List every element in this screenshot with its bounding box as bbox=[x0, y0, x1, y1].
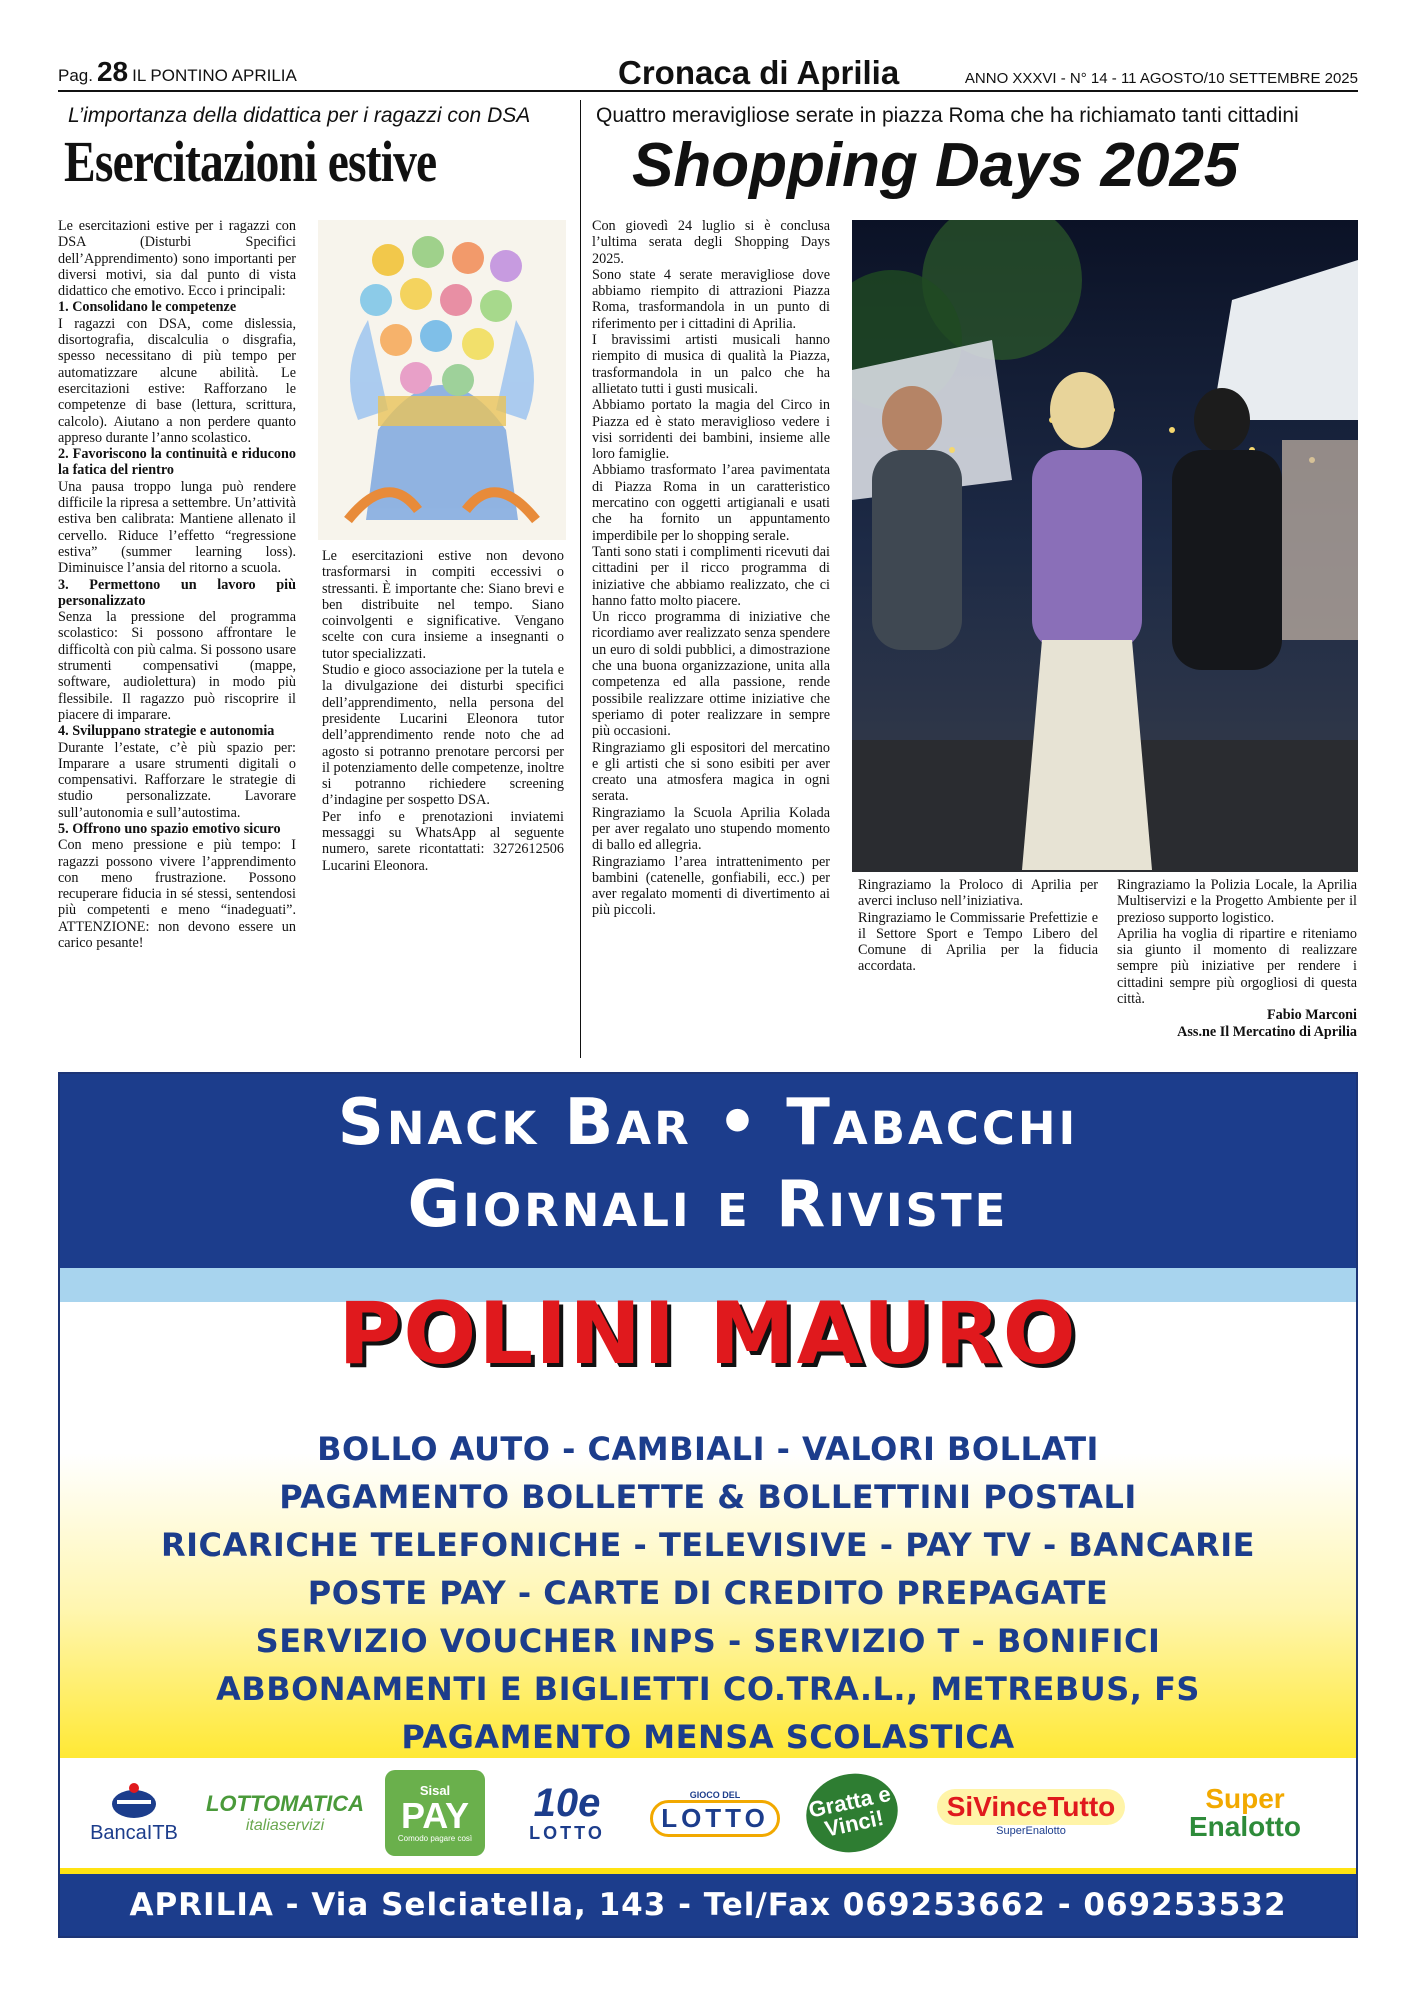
column-divider bbox=[580, 100, 581, 1058]
publication-name: IL PONTINO APRILIA bbox=[132, 66, 297, 85]
ad-logos-strip bbox=[60, 1758, 1356, 1868]
10elotto-logo: 10e LOTTO bbox=[529, 1780, 605, 1843]
lottomatica-logo: LOTTOMATICA italiaservizi bbox=[205, 1791, 365, 1834]
article1-paragraph-2: Una pausa troppo lunga può rendere difficile la ripresa a settembre. Un’attività estiva ben calibrata: Mantiene allenato il cervello. Riduce l’effetto “regressione estiva” (summer learning loss). Diminuisce l’ansia del ritorno a scuola. bbox=[58, 478, 296, 577]
ad-line-1: Snack Bar • Tabacchi bbox=[337, 1086, 1079, 1160]
section-title: Cronaca di Aprilia bbox=[618, 54, 900, 91]
article1-heading-1: 1. Consolidano le competenze bbox=[58, 299, 237, 316]
article2-paragraph-13: Ringraziamo la Polizia Locale, la Aprilia Multiservizi e la Progetto Ambiente per il prezioso supporto logistico. bbox=[1117, 877, 1357, 926]
ad-service: SERVIZIO VOUCHER INPS - SERVIZIO T - BONIFICI bbox=[255, 1622, 1161, 1660]
children-drawing-image bbox=[318, 220, 566, 540]
article1-kicker: L’importanza della didattica per i ragazzi con DSA bbox=[68, 104, 531, 127]
article1-heading-4: 4. Sviluppano strategie e autonomia bbox=[58, 723, 275, 740]
ad-service: PAGAMENTO MENSA SCOLASTICA bbox=[401, 1718, 1015, 1756]
lotto-logo: GIOCO DEL LOTTO bbox=[650, 1770, 780, 1856]
article2-paragraph-1: Con giovedì 24 luglio si è conclusa l’ultima serata degli Shopping Days 2025. bbox=[592, 218, 830, 267]
issue-info: ANNO XXXVI - N° 14 - 11 AGOSTO/10 SETTEMBRE 2025 bbox=[964, 70, 1358, 87]
article1-column-1 bbox=[58, 218, 296, 1054]
article1-paragraph-6: Le esercitazioni estive non devono trasformarsi in compiti eccessivi o stressanti. È importante che: Siano brevi e ben distribuite nel tempo. Siano coinvolgenti e significative. Vengano scelte con cura insieme a insegnanti o tutor specializzati. bbox=[322, 548, 564, 662]
ad-service: BOLLO AUTO - CAMBIALI - VALORI BOLLATI bbox=[317, 1430, 1099, 1468]
article2-column-1 bbox=[592, 218, 830, 1058]
ad-service: RICARICHE TELEFONICHE - TELEVISIVE - PAY TV - BANCARIE bbox=[160, 1526, 1255, 1564]
article2-paragraph-9: Ringraziamo la Scuola Aprilia Kolada per aver regalato uno stupendo momento di ballo ed allegria. bbox=[592, 804, 830, 854]
gratta-e-vinci-logo: Gratta e Vinci! bbox=[802, 1770, 902, 1856]
article1-paragraph-3: Senza la pressione del programma scolastico: Si possono affrontare le difficoltà con più calma. Si possono usare strumenti compensativi (mappe, software, audiolettura) in modo più flessibile. Il ragazzo può riscoprire il piacere di imparare. bbox=[58, 609, 296, 723]
article2-paragraph-5: Abbiamo trasformato l’area pavimentata di Piazza Roma in un caratteristico mercatino con oggetti artigianali e usati che ha fornito un appuntamento imperdibile per lo shopping serale. bbox=[592, 462, 830, 544]
article2-paragraph-4: Abbiamo portato la magia del Circo in Piazza ed è stato meraviglioso vedere i visi sorridenti dei bambini, insieme alle loro famiglie. bbox=[592, 397, 830, 463]
night-market-photo bbox=[852, 220, 1358, 872]
article2-paragraph-6: Tanti sono stati i complimenti ricevuti dai cittadini per il ricco programma di iniziative che abbiamo realizzato, che ci hanno fatto molto piacere. bbox=[592, 543, 830, 609]
article1-title: Esercitazioni estive bbox=[64, 129, 437, 194]
superenalotto-logo: Super Enalotto bbox=[1189, 1783, 1301, 1842]
article1-paragraph-7: Studio e gioco associazione per la tutela e la divulgazione dei disturbi specifici dell’apprendimento, nella persona del presidente Lucarini Eleonora tutor dell’apprendimento rende noto che ad agosto si potranno prenotare percorsi per il potenziamento delle competenze, inoltre si potranno richiedere screening d’indagine per sospetto DSA. bbox=[322, 662, 564, 809]
article2-organization: Ass.ne Il Mercatino di Aprilia bbox=[1177, 1023, 1357, 1040]
ad-business-name: POLINI MAURO bbox=[338, 1284, 1078, 1384]
page-number: 28 bbox=[96, 56, 129, 87]
article2-paragraph-11: Ringraziamo la Proloco di Aprilia per averci incluso nell’iniziativa. bbox=[858, 877, 1098, 910]
article2-paragraph-8: Ringraziamo gli espositori del mercatino e gli artisti che si sono esibiti per aver creato una atmosfera magica in ogni serata. bbox=[592, 739, 830, 805]
ad-line-2: Giornali e Riviste bbox=[407, 1168, 1009, 1242]
ad-footer-address: APRILIA - Via Selciatella, 143 - Tel/Fax 069253662 - 069253532 bbox=[60, 1874, 1356, 1936]
article2-author: Fabio Marconi bbox=[1267, 1007, 1357, 1024]
article2-paragraph-7: Un ricco programma di iniziative che ricordiamo aver realizzato senza spendere un euro di soldi pubblici, a dimostrazione che una buona organizzazione, unita alla competenza ed alla passione, rende possibile realizzare ottime iniziative che speriamo di poter realizzare in sempre più occasioni. bbox=[592, 609, 830, 740]
article1-heading-5: 5. Offrono uno spazio emotivo sicuro bbox=[58, 820, 281, 837]
ad-service: ABBONAMENTI E BIGLIETTI CO.TRA.L., METREBUS, FS bbox=[216, 1670, 1200, 1708]
advertisement bbox=[58, 1072, 1358, 1938]
sisal-pay-logo: Sisal PAY Comodo pagare così bbox=[385, 1770, 485, 1856]
article1-paragraph-8: Per info e prenotazioni inviatemi messaggi su WhatsApp al seguente numero, sarete ricontattati: 3272612506 Lucarini Eleonora. bbox=[322, 808, 564, 874]
article2-paragraph-2: Sono state 4 serate meravigliose dove abbiamo riempito di attrazioni Piazza Roma, trasformandola in un punto di riferimento per i cittadini di Aprilia. bbox=[592, 266, 830, 332]
banca-itb-mark-icon bbox=[109, 1782, 159, 1822]
sivincetutto-logo: SiVinceTutto SuperEnalotto bbox=[926, 1770, 1136, 1856]
article2-column-3 bbox=[1117, 877, 1357, 1058]
article1-column-2 bbox=[322, 548, 564, 1054]
page-label: Pag. bbox=[58, 66, 93, 85]
article2-column-2 bbox=[858, 877, 1098, 1058]
article2-paragraph-12: Ringraziamo le Commissarie Prefettizie e il Settore Sport e Tempo Libero del Comune di Aprilia per la fiducia accordata. bbox=[858, 909, 1098, 975]
article1-paragraph-1: I ragazzi con DSA, come dislessia, disortografia, discalculia o disgrafia, spesso necessitano di più tempo per automatizzare alcune abilità. Le esercitazioni estive: Rafforzano le competenze di base (lettura, scrittura, calcolo). Aiutano a non perdere quanto appreso durante l’anno scolastico. bbox=[58, 315, 296, 446]
article1-heading-2: 2. Favoriscono la continuità e riducono la fatica del rientro bbox=[58, 446, 296, 479]
ad-service: PAGAMENTO BOLLETTE & BOLLETTINI POSTALI bbox=[279, 1478, 1137, 1516]
article2-paragraph-14: Aprilia ha voglia di ripartire e riteniamo sia giunto il momento di realizzare sempre più iniziative per rendere i cittadini sempre più orgogliosi di questa città. bbox=[1117, 925, 1357, 1008]
article1-paragraph-4: Durante l’estate, c’è più spazio per: Imparare a usare strumenti digitali o compensativi. Rafforzare le strategie di studio personalizzate. Lavorare sull’autonomia e sull’autostima. bbox=[58, 739, 296, 821]
article1-paragraph-5: Con meno pressione e più tempo: I ragazzi possono vivere l’apprendimento con meno frustrazione. Possono recuperare fiducia in sé stessi, sentendosi più competenti e meno “inadeguati”. ATTENZIONE: non devono essere un carico pesante! bbox=[58, 837, 296, 952]
article2-paragraph-3: I bravissimi artisti musicali hanno riempito di musica di qualità la Piazza, trasformandola in un palco che ha allietato tutti i gusti musicali. bbox=[592, 332, 830, 397]
article1-heading-3: 3. Permettono un lavoro più personalizzato bbox=[58, 576, 296, 609]
article2-kicker: Quattro meravigliose serate in piazza Roma che ha richiamato tanti cittadini bbox=[596, 104, 1299, 127]
article1-intro: Le esercitazioni estive per i ragazzi con DSA (Disturbi Specifici dell’Apprendimento) sono importanti per diversi motivi, sia dal punto di vista didattico che emotivo. Ecco i principali: bbox=[58, 218, 296, 300]
article2-paragraph-10: Ringraziamo l’area intrattenimento per bambini (catenelle, gonfiabili, ecc.) per aver regalato momenti di divertimento ai più piccoli. bbox=[592, 853, 830, 919]
ad-service: POSTE PAY - CARTE DI CREDITO PREPAGATE bbox=[307, 1574, 1109, 1612]
page-header bbox=[58, 54, 1358, 92]
banca-itb-logo: BancaITB bbox=[74, 1770, 194, 1856]
article2-title: Shopping Days 2025 bbox=[632, 131, 1239, 200]
page-info bbox=[58, 56, 297, 88]
ad-top-band bbox=[60, 1074, 1356, 1268]
